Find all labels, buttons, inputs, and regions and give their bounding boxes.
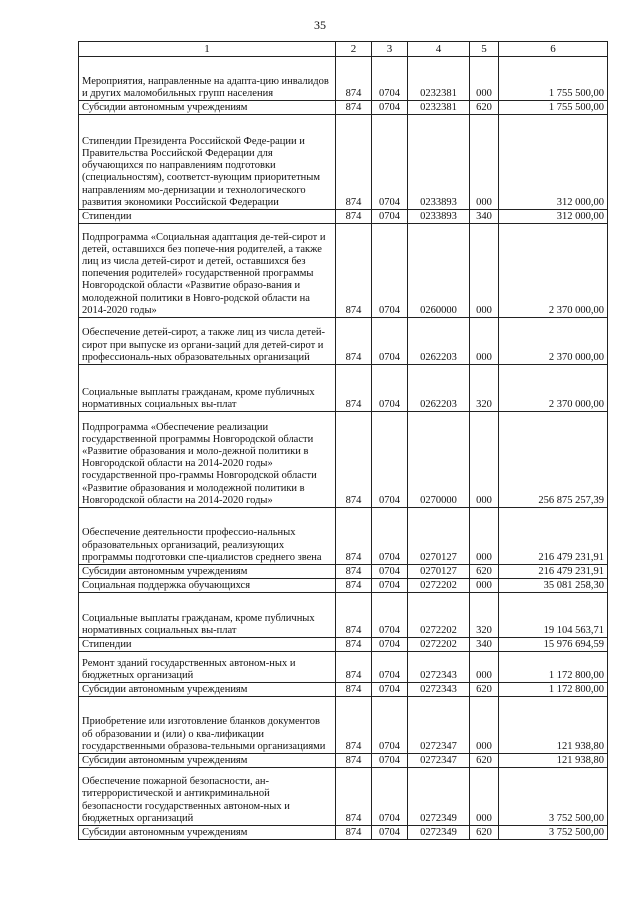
ministry-code-cell: 874 bbox=[336, 652, 372, 683]
table-row bbox=[79, 115, 608, 210]
table-row bbox=[79, 508, 608, 565]
column-header: 4 bbox=[408, 42, 470, 57]
target-article-cell: 0272347 bbox=[408, 754, 470, 768]
expense-name-cell: Социальная поддержка обучающихся bbox=[79, 579, 336, 593]
column-header: 6 bbox=[499, 42, 608, 57]
expense-name-cell: Обеспечение детей-сирот, а также лиц из числа детей-сирот при выпуске из органи-заций для детей-сирот и профессиональ-ных образовательных организаций bbox=[79, 318, 336, 365]
section-code-cell: 0704 bbox=[372, 508, 408, 565]
section-code-cell: 0704 bbox=[372, 101, 408, 115]
section-code-cell: 0704 bbox=[372, 565, 408, 579]
section-code-cell: 0704 bbox=[372, 224, 408, 318]
expense-name-cell: Социальные выплаты гражданам, кроме публичных нормативных социальных вы-плат bbox=[79, 593, 336, 638]
column-header: 2 bbox=[336, 42, 372, 57]
amount-cell: 256 875 257,39 bbox=[499, 412, 608, 508]
expense-type-cell: 000 bbox=[470, 652, 499, 683]
column-header: 5 bbox=[470, 42, 499, 57]
target-article-cell: 0272343 bbox=[408, 652, 470, 683]
expense-type-cell: 320 bbox=[470, 365, 499, 412]
table-row bbox=[79, 365, 608, 412]
budget-table bbox=[78, 41, 608, 840]
ministry-code-cell: 874 bbox=[336, 57, 372, 101]
table-row bbox=[79, 565, 608, 579]
expense-name-cell: Субсидии автономным учреждениям bbox=[79, 826, 336, 840]
expense-type-cell: 000 bbox=[470, 508, 499, 565]
section-code-cell: 0704 bbox=[372, 768, 408, 826]
amount-cell: 3 752 500,00 bbox=[499, 768, 608, 826]
expense-name-cell: Субсидии автономным учреждениям bbox=[79, 683, 336, 697]
ministry-code-cell: 874 bbox=[336, 508, 372, 565]
expense-name-cell: Подпрограмма «Обеспечение реализации государственной программы Новгородской области «Развитие образования и моло-дежной политики в Новгородской области на 2014-2020 годы» государственной про-граммы Новгородской области «Развитие образования и молодежной политики в Новгородской области на 2014-2020 годы» bbox=[79, 412, 336, 508]
table-row bbox=[79, 412, 608, 508]
section-code-cell: 0704 bbox=[372, 412, 408, 508]
page-number: 35 bbox=[314, 18, 326, 32]
column-header: 3 bbox=[372, 42, 408, 57]
ministry-code-cell: 874 bbox=[336, 224, 372, 318]
ministry-code-cell: 874 bbox=[336, 565, 372, 579]
expense-name-cell: Подпрограмма «Социальная адаптация де-тей-сирот и детей, оставшихся без попече-ния родителей, а также лиц из числа детей-сирот и детей, оставшихся без попечения родителей» государственной программы Новгородской области «Развитие образо-вания и молодежной политики в Новго-родской области на 2014-2020 годы» bbox=[79, 224, 336, 318]
expense-type-cell: 620 bbox=[470, 101, 499, 115]
ministry-code-cell: 874 bbox=[336, 593, 372, 638]
expense-name-cell: Стипендии bbox=[79, 638, 336, 652]
table-row bbox=[79, 210, 608, 224]
amount-cell: 312 000,00 bbox=[499, 115, 608, 210]
table-row bbox=[79, 638, 608, 652]
section-code-cell: 0704 bbox=[372, 826, 408, 840]
target-article-cell: 0260000 bbox=[408, 224, 470, 318]
amount-cell: 1 755 500,00 bbox=[499, 101, 608, 115]
expense-type-cell: 620 bbox=[470, 565, 499, 579]
ministry-code-cell: 874 bbox=[336, 210, 372, 224]
target-article-cell: 0262203 bbox=[408, 318, 470, 365]
ministry-code-cell: 874 bbox=[336, 754, 372, 768]
target-article-cell: 0272202 bbox=[408, 579, 470, 593]
section-code-cell: 0704 bbox=[372, 593, 408, 638]
expense-type-cell: 340 bbox=[470, 210, 499, 224]
table-row bbox=[79, 768, 608, 826]
column-header: 1 bbox=[79, 42, 336, 57]
target-article-cell: 0272202 bbox=[408, 638, 470, 652]
amount-cell: 2 370 000,00 bbox=[499, 224, 608, 318]
amount-cell: 312 000,00 bbox=[499, 210, 608, 224]
ministry-code-cell: 874 bbox=[336, 683, 372, 697]
expense-type-cell: 320 bbox=[470, 593, 499, 638]
ministry-code-cell: 874 bbox=[336, 318, 372, 365]
expense-type-cell: 000 bbox=[470, 57, 499, 101]
target-article-cell: 0270000 bbox=[408, 412, 470, 508]
ministry-code-cell: 874 bbox=[336, 768, 372, 826]
table-row bbox=[79, 754, 608, 768]
table-row bbox=[79, 579, 608, 593]
section-code-cell: 0704 bbox=[372, 57, 408, 101]
amount-cell: 2 370 000,00 bbox=[499, 365, 608, 412]
section-code-cell: 0704 bbox=[372, 579, 408, 593]
amount-cell: 35 081 258,30 bbox=[499, 579, 608, 593]
expense-type-cell: 000 bbox=[470, 318, 499, 365]
expense-type-cell: 620 bbox=[470, 826, 499, 840]
amount-cell: 121 938,80 bbox=[499, 697, 608, 754]
amount-cell: 19 104 563,71 bbox=[499, 593, 608, 638]
section-code-cell: 0704 bbox=[372, 115, 408, 210]
ministry-code-cell: 874 bbox=[336, 101, 372, 115]
amount-cell: 121 938,80 bbox=[499, 754, 608, 768]
table-row bbox=[79, 318, 608, 365]
expense-name-cell: Стипендии Президента Российской Феде-рации и Правительства Российской Федерации для обучающихся по направлениям подготовки (специальностям), соответст-вующим приоритетным направлениям мо-дернизации и технологического развития экономики Российской Федерации bbox=[79, 115, 336, 210]
expense-type-cell: 000 bbox=[470, 412, 499, 508]
section-code-cell: 0704 bbox=[372, 697, 408, 754]
section-code-cell: 0704 bbox=[372, 365, 408, 412]
ministry-code-cell: 874 bbox=[336, 697, 372, 754]
ministry-code-cell: 874 bbox=[336, 826, 372, 840]
expense-name-cell: Обеспечение пожарной безопасности, ан-титеррористической и антикриминальной безопасности государственных автоном-ных и бюджетных организаций bbox=[79, 768, 336, 826]
expense-type-cell: 340 bbox=[470, 638, 499, 652]
expense-name-cell: Субсидии автономным учреждениям bbox=[79, 754, 336, 768]
expense-name-cell: Субсидии автономным учреждениям bbox=[79, 565, 336, 579]
target-article-cell: 0272349 bbox=[408, 768, 470, 826]
target-article-cell: 0272347 bbox=[408, 697, 470, 754]
ministry-code-cell: 874 bbox=[336, 365, 372, 412]
table-header-row bbox=[79, 42, 608, 57]
target-article-cell: 0232381 bbox=[408, 101, 470, 115]
target-article-cell: 0272343 bbox=[408, 683, 470, 697]
expense-name-cell: Обеспечение деятельности профессио-нальных образовательных организаций, реализующих программы подготовки спе-циалистов среднего звена bbox=[79, 508, 336, 565]
amount-cell: 2 370 000,00 bbox=[499, 318, 608, 365]
table-row bbox=[79, 101, 608, 115]
table-row bbox=[79, 593, 608, 638]
amount-cell: 216 479 231,91 bbox=[499, 565, 608, 579]
expense-type-cell: 000 bbox=[470, 697, 499, 754]
expense-type-cell: 000 bbox=[470, 768, 499, 826]
target-article-cell: 0233893 bbox=[408, 210, 470, 224]
target-article-cell: 0272349 bbox=[408, 826, 470, 840]
section-code-cell: 0704 bbox=[372, 318, 408, 365]
amount-cell: 15 976 694,59 bbox=[499, 638, 608, 652]
table-row bbox=[79, 683, 608, 697]
expense-name-cell: Ремонт зданий государственных автоном-ных и бюджетных организаций bbox=[79, 652, 336, 683]
target-article-cell: 0262203 bbox=[408, 365, 470, 412]
expense-type-cell: 620 bbox=[470, 683, 499, 697]
section-code-cell: 0704 bbox=[372, 754, 408, 768]
expense-type-cell: 000 bbox=[470, 115, 499, 210]
expense-name-cell: Приобретение или изготовление бланков документов об образовании и (или) о ква-лификации государственными образова-тельными организациями bbox=[79, 697, 336, 754]
target-article-cell: 0233893 bbox=[408, 115, 470, 210]
section-code-cell: 0704 bbox=[372, 638, 408, 652]
amount-cell: 1 172 800,00 bbox=[499, 683, 608, 697]
amount-cell: 216 479 231,91 bbox=[499, 508, 608, 565]
ministry-code-cell: 874 bbox=[336, 412, 372, 508]
amount-cell: 1 755 500,00 bbox=[499, 57, 608, 101]
table-row bbox=[79, 697, 608, 754]
expense-name-cell: Социальные выплаты гражданам, кроме публичных нормативных социальных вы-плат bbox=[79, 365, 336, 412]
expense-type-cell: 000 bbox=[470, 224, 499, 318]
ministry-code-cell: 874 bbox=[336, 579, 372, 593]
table-row bbox=[79, 57, 608, 101]
expense-name-cell: Мероприятия, направленные на адапта-цию инвалидов и других маломобильных групп населения bbox=[79, 57, 336, 101]
table-row bbox=[79, 826, 608, 840]
expense-name-cell: Субсидии автономным учреждениям bbox=[79, 101, 336, 115]
expense-type-cell: 000 bbox=[470, 579, 499, 593]
amount-cell: 1 172 800,00 bbox=[499, 652, 608, 683]
target-article-cell: 0270127 bbox=[408, 508, 470, 565]
section-code-cell: 0704 bbox=[372, 683, 408, 697]
expense-type-cell: 620 bbox=[470, 754, 499, 768]
target-article-cell: 0270127 bbox=[408, 565, 470, 579]
amount-cell: 3 752 500,00 bbox=[499, 826, 608, 840]
table-row bbox=[79, 652, 608, 683]
target-article-cell: 0272202 bbox=[408, 593, 470, 638]
expense-name-cell: Стипендии bbox=[79, 210, 336, 224]
ministry-code-cell: 874 bbox=[336, 115, 372, 210]
target-article-cell: 0232381 bbox=[408, 57, 470, 101]
section-code-cell: 0704 bbox=[372, 652, 408, 683]
ministry-code-cell: 874 bbox=[336, 638, 372, 652]
section-code-cell: 0704 bbox=[372, 210, 408, 224]
table-row bbox=[79, 224, 608, 318]
